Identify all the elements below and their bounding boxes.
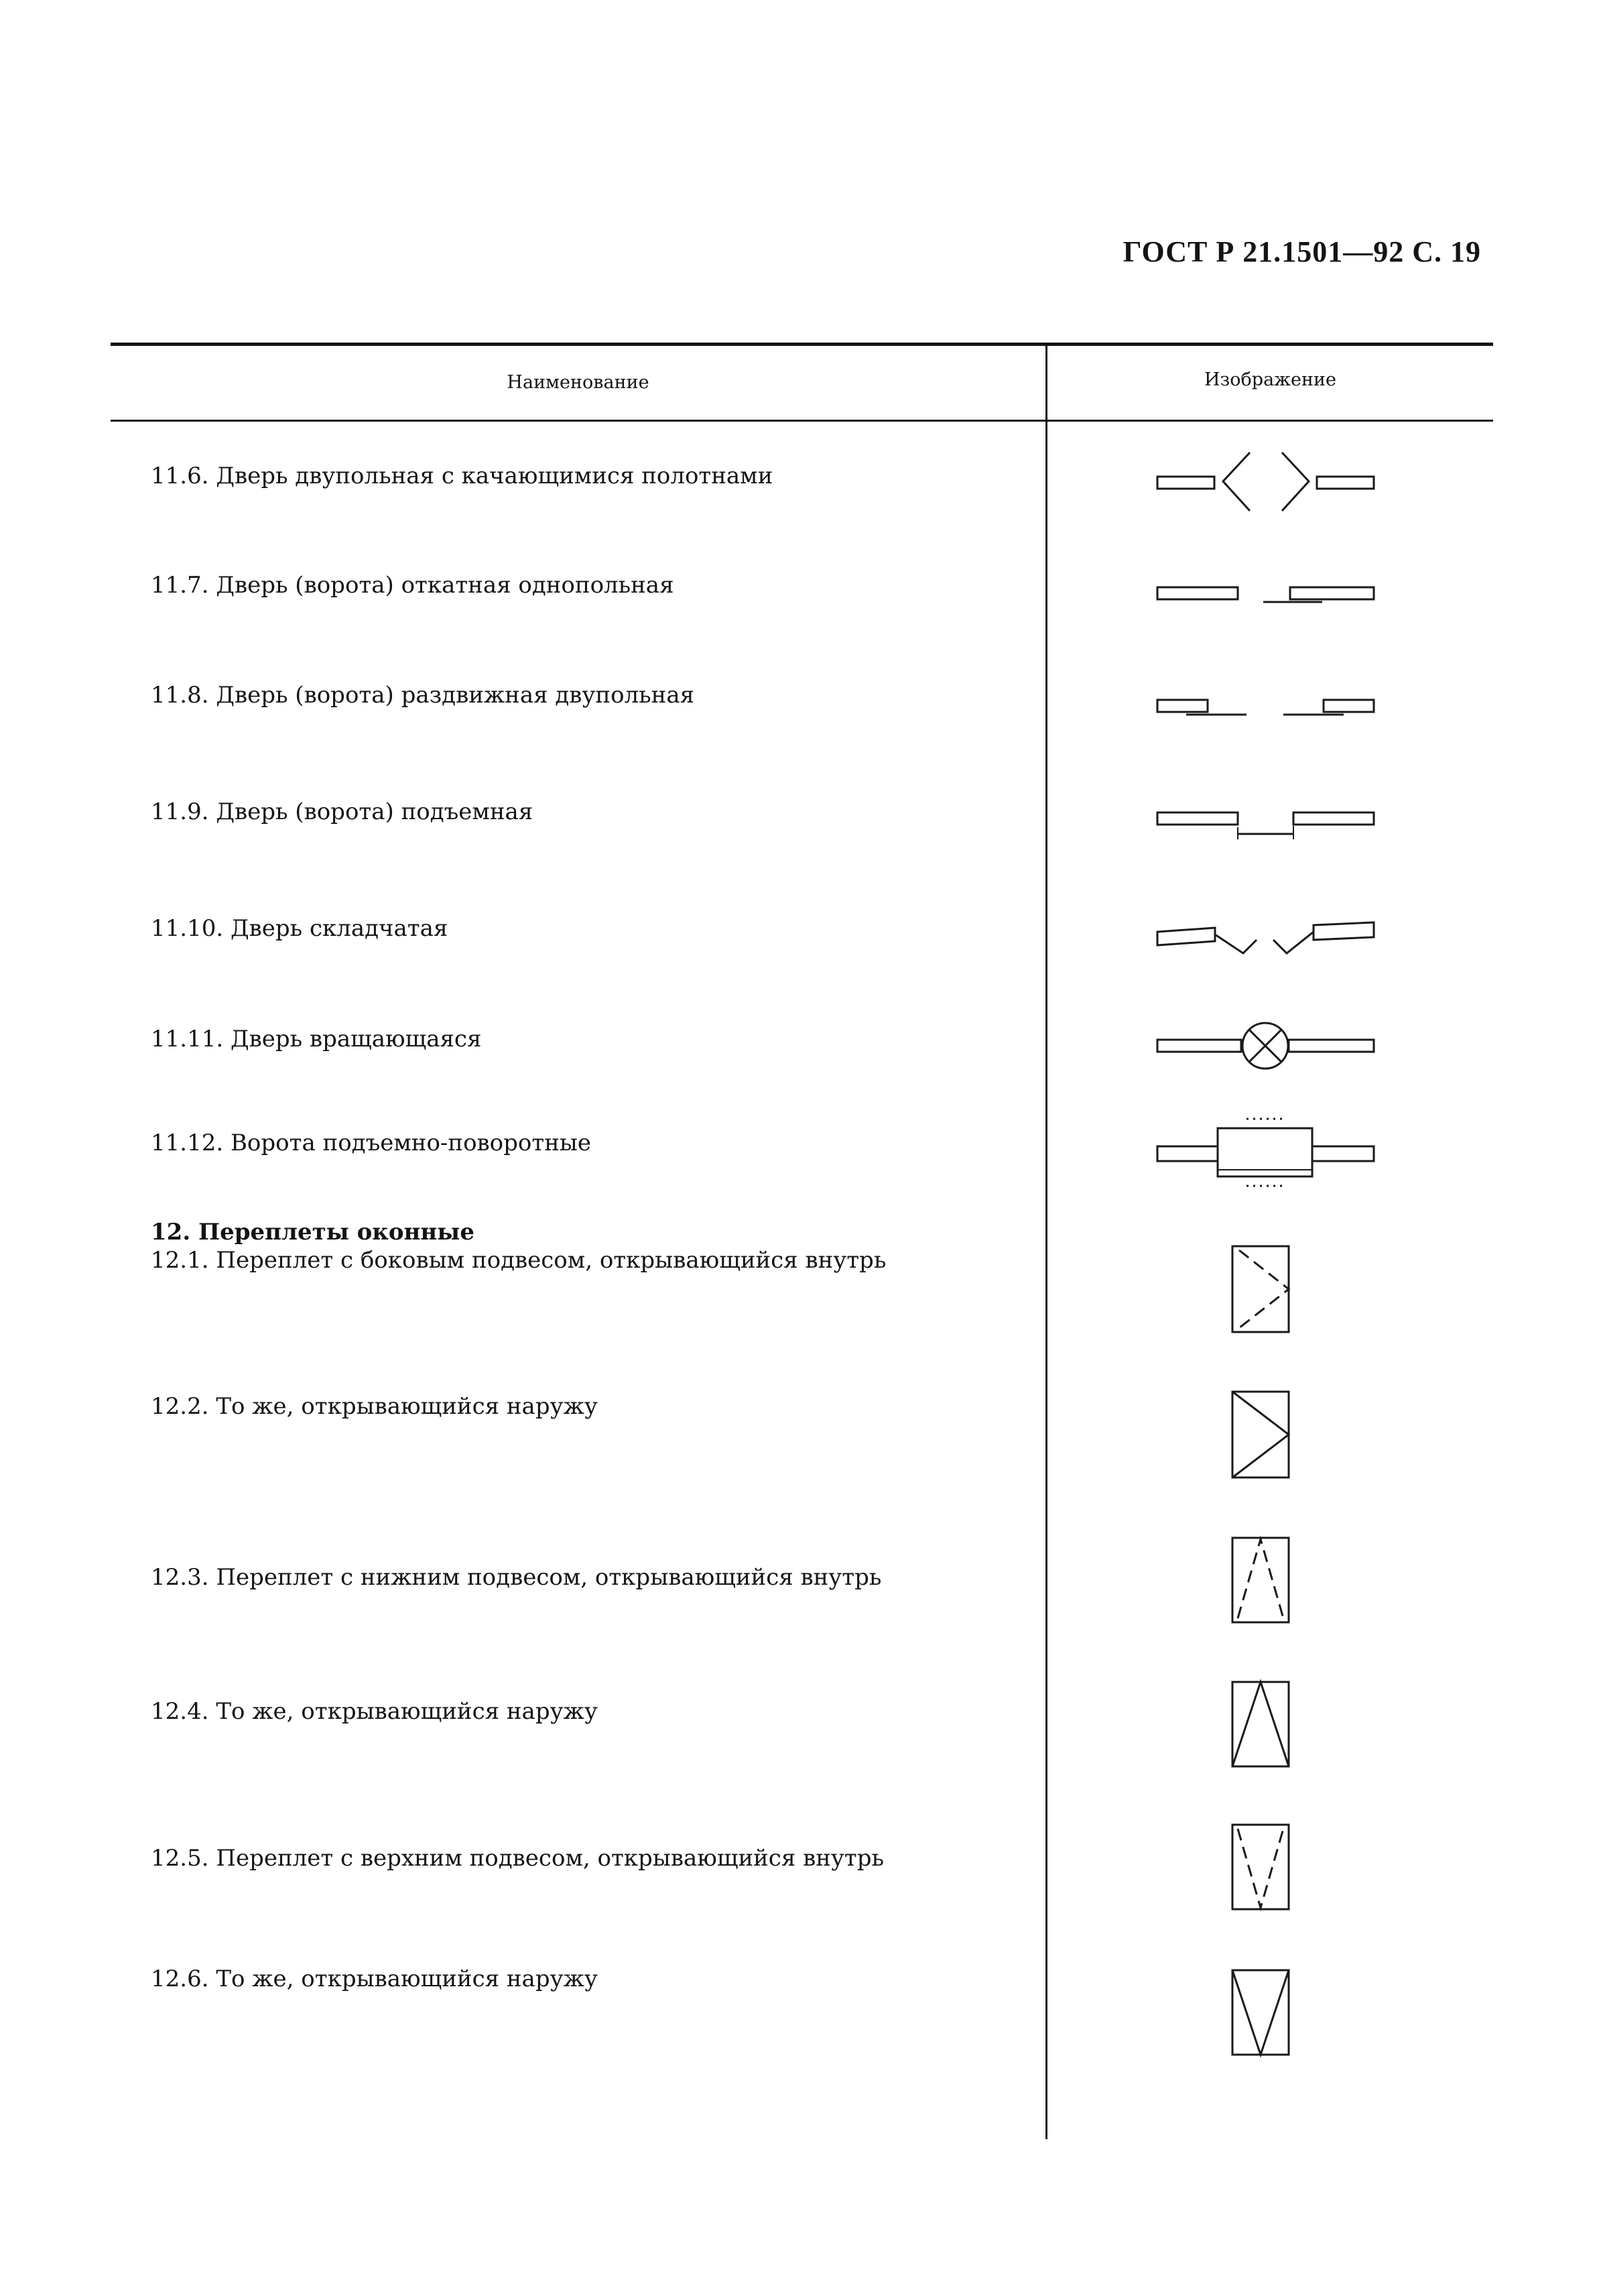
row-label: 11.10. Дверь складчатая [151, 915, 448, 942]
side-hung-inward-icon [1230, 1244, 1293, 1337]
row-label: 12.2. То же, открывающийся наружу [151, 1393, 598, 1420]
column-header-image: Изображение [1204, 369, 1336, 390]
revolving-door-icon [1156, 1012, 1377, 1079]
single-sliding-door-icon [1156, 578, 1377, 618]
row-label: 12.3. Переплет с нижним подвесом, открывающийся внутрь [151, 1564, 882, 1591]
row-label: 12.1. Переплет с боковым подвесом, открывающийся внутрь [151, 1247, 887, 1274]
row-label: 11.6. Дверь двупольная с качающимися полотнами [151, 463, 773, 489]
bottom-hung-outward-icon [1230, 1679, 1293, 1773]
top-hung-outward-icon [1230, 1968, 1293, 2061]
double-sliding-door-icon [1156, 690, 1377, 731]
top-hung-inward-icon [1230, 1822, 1293, 1916]
column-divider [1045, 343, 1047, 2139]
lifting-door-icon [1156, 802, 1377, 849]
section-heading: 12. Переплеты оконные [151, 1219, 475, 1246]
column-header-name: Наименование [507, 372, 649, 393]
row-label: 11.8. Дверь (ворота) раздвижная двупольная [151, 682, 695, 709]
row-label: 12.6. То же, открывающийся наружу [151, 1966, 598, 1992]
table-header-rule [111, 420, 1493, 422]
row-label: 11.9. Дверь (ворота) подъемная [151, 798, 533, 825]
row-label: 12.4. То же, открывающийся наружу [151, 1698, 598, 1725]
table-top-rule [111, 343, 1493, 346]
row-label: 11.12. Ворота подъемно-поворотные [151, 1130, 592, 1156]
double-swing-door-icon [1156, 449, 1377, 516]
row-label: 11.7. Дверь (ворота) откатная однопольная [151, 572, 674, 599]
folding-door-icon [1156, 913, 1377, 967]
row-label: 12.5. Переплет с верхним подвесом, открывающийся внутрь [151, 1845, 884, 1872]
side-hung-outward-icon [1230, 1389, 1293, 1483]
page-header: ГОСТ Р 21.1501—92 С. 19 [1123, 235, 1481, 268]
row-label: 11.11. Дверь вращающаяся [151, 1026, 482, 1052]
lift-swing-gate-icon [1156, 1116, 1377, 1197]
bottom-hung-inward-icon [1230, 1535, 1293, 1629]
